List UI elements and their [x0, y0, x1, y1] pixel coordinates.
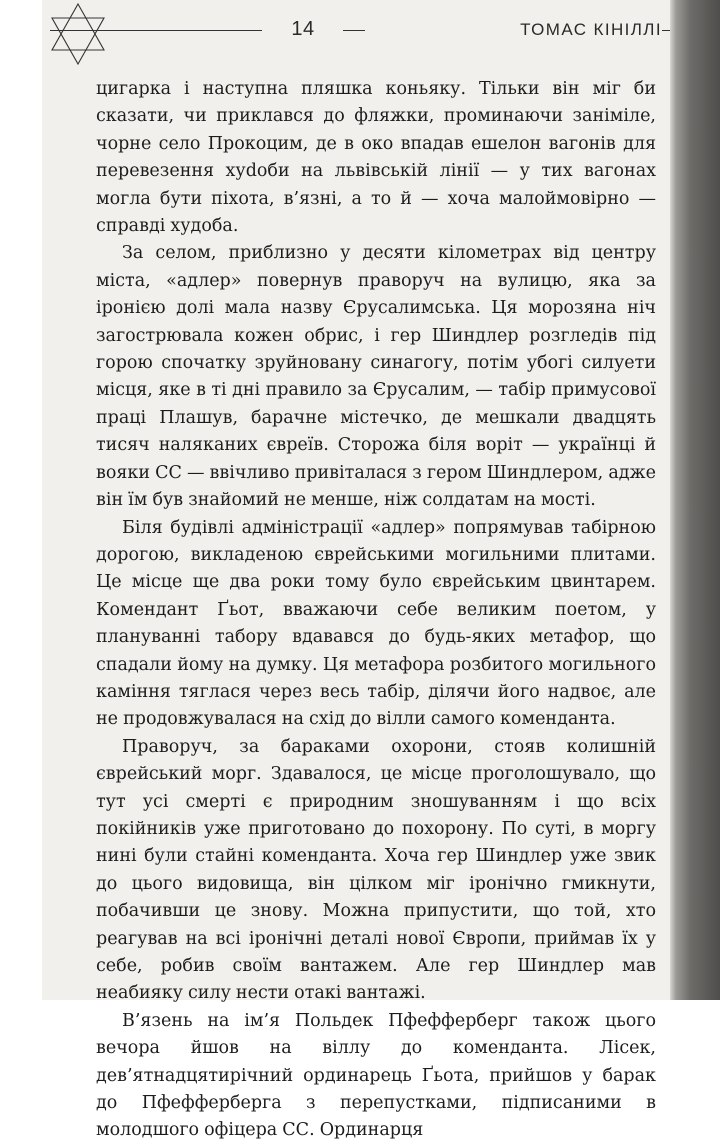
- book-page: [42, 0, 670, 1141]
- page-edge-shadow: [670, 0, 720, 1000]
- paragraph-5: В’язень на ім’я Польдек Пфефферберг також цього вечора йшов на віллу до коменданта. Лісек, дев’ятнадцятирічний ординарець Ґьота, прийшов у барак до Пфефферберга з перепустками, підписаними в молодшого офіцера СС. Ординарця: [96, 1010, 656, 1141]
- page-number: 14: [291, 18, 315, 40]
- paragraph-4: Праворуч, за бараками охорони, стояв колишній єврейський морг. Здавалося, це місце проголошувало, що тут усі смерті є природним зношуванням і що всіх покійників уже приготовано до похорону. По суті, в моргу нині були стайні коменданта. Хоча гер Шиндлер уже звик до цього видовища, він цілком міг іронічно гмикнути, побачивши це знову. Можна припустити, що той, хто реагував на всі іронічні деталі нової Європи, приймав їх у себе, робив своїм вантажем. Але гер Шиндлер мав неабияку силу нести отакі вантажі.: [96, 736, 656, 1004]
- running-head-author: ТОМАС КІНІЛЛІ: [520, 20, 662, 39]
- header-rule-right: [343, 30, 365, 31]
- paragraph-3: Біля будівлі адміністрації «адлер» попрямував табірною дорогою, викладеною єврейськими могильними плитами. Це місце ще два роки тому було єврейським цвинтарем. Комендант Ґьот, вважаючи себе великим поетом, у плануванні табору вдавався до будь-яких метафор, що спадали йому на думку. Ця метафора розбитого могильного каміння тяглася через весь табір, ділячи його надвоє, але не продовжувалася на схід до вілли самого коменданта.: [96, 517, 656, 730]
- header-rule-left: [50, 30, 262, 31]
- paragraph-1: цигарка і наступна пляшка коньяку. Тільки він міг би сказати, чи приклався до фляжки, проминаючи заніміле, чорне село Прокоцим, де в око впадав ешелон вагонів для перевезення хуdоби на львівській лінії — у тих вагонах могла бути піхота, в’язні, а то й — хоча малоймовірно — справді худоба.: [96, 79, 656, 237]
- header-rule-tail: [662, 30, 670, 31]
- body-text: [96, 76, 656, 1145]
- star-of-david-icon: [46, 0, 110, 68]
- paragraph-2: За селом, приблизно у десяти кілометрах від центру міста, «адлер» повернув праворуч на вулицю, яка за іронією долі мала назву Єрусалимська. Ця морозяна ніч загострювала кожен обрис, і гер Шиндлер розгледів під горою спочатку зруйновану синагогу, потім убогі силуети місця, яке в ті дні правило за Єрусалим, — табір примусової праці Плашув, барачне містечко, де мешкали двадцять тисяч наляканих євреїв. Сторожа біля воріт — українці й вояки СС — ввічливо привіталася з гером Шиндлером, адже він їм був знайомий не менше, ніж солдатам на мості.: [96, 243, 656, 511]
